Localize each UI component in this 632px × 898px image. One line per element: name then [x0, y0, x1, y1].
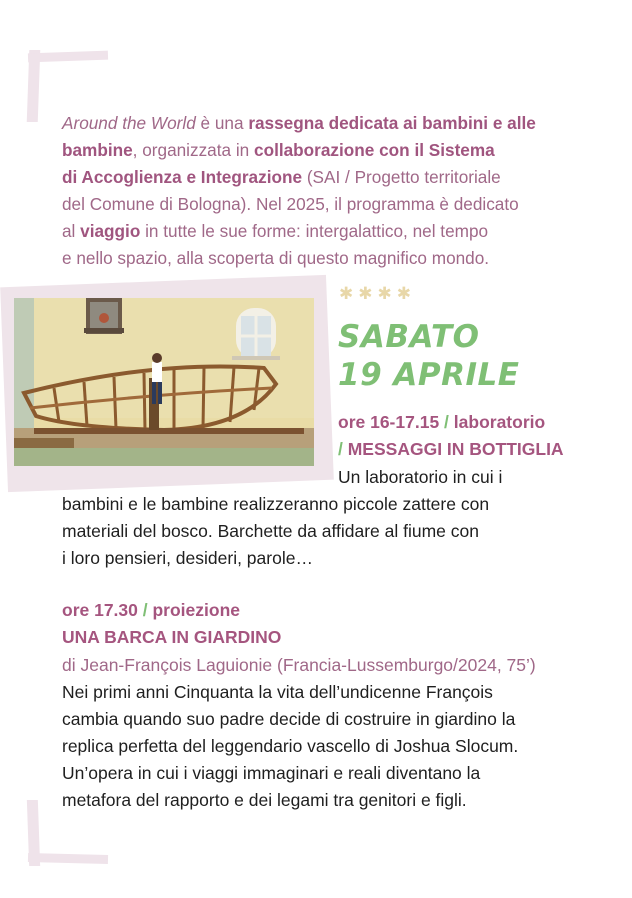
intro-emphasis: bambine [62, 140, 133, 160]
intro-line [62, 191, 572, 218]
corner-mark-top-left-bar [28, 51, 108, 63]
intro-line [62, 245, 572, 272]
intro-text: è una [195, 113, 249, 133]
event2-separator: / [137, 600, 153, 620]
event1-description-line: bambini e le bambine realizzeranno piccole zattere con [62, 494, 490, 514]
film-still-image [14, 298, 314, 466]
event-date [338, 318, 519, 394]
intro-text: al [62, 221, 81, 241]
event1-title: MESSAGGI IN BOTTIGLIA [347, 439, 564, 459]
intro-emphasis: rassegna dedicata ai bambini e alle [248, 113, 536, 133]
intro-text: in tutte le sue forme: intergalattico, nel tempo [140, 221, 489, 241]
intro-text: (SAI / Progetto territoriale [302, 167, 501, 187]
event1-title-line [338, 436, 564, 462]
intro-emphasis: di Accoglienza e Integrazione [62, 167, 303, 187]
intro-text: , organizzata in [132, 140, 255, 160]
intro-emphasis: collaborazione con il Sistema [254, 140, 495, 160]
intro-line [62, 218, 572, 245]
date-day: 19 APRILE [338, 357, 520, 393]
decorative-stars: ✱✱✱✱ [339, 284, 416, 303]
intro-emphasis: viaggio [80, 221, 141, 241]
event2-description-line: cambia quando suo padre decide di costruire in giardino la [62, 709, 516, 729]
event2-description-line: Nei primi anni Cinquanta la vita dell’undicenne François [62, 682, 493, 702]
intro-line [62, 137, 572, 164]
intro-text: del Comune di Bologna). Nel 2025, il programma è dedicato [62, 194, 519, 214]
event2-description-line: Un’opera in cui i viaggi immaginari e reali diventano la [62, 763, 481, 783]
event1-description-line: materiali del bosco. Barchette da affidare al fiume con [62, 521, 479, 541]
event2-time: ore 17.30 [62, 600, 138, 620]
event1-separator: / [439, 412, 454, 432]
event1-time-line [338, 409, 545, 435]
intro-line [62, 164, 572, 191]
event1-title-prefix: / [338, 439, 348, 459]
event1-type: laboratorio [453, 412, 546, 432]
intro-title: Around the World [62, 113, 196, 133]
event2-time-line [62, 597, 240, 623]
event2-title: UNA BARCA IN GIARDINO [62, 627, 282, 647]
event2-type: proiezione [152, 600, 240, 620]
event1-description-line: Un laboratorio in cui i [338, 467, 503, 487]
event2-description-line: replica perfetta del leggendario vascello di Joshua Slocum. [62, 736, 519, 756]
date-weekday: SABATO [338, 319, 480, 355]
event2-description-line: metafora del rapporto e dei legami tra genitori e figli. [62, 790, 467, 810]
intro-line [62, 110, 572, 137]
event2-credit: di Jean-François Laguionie (Francia-Lussemburgo/2024, 75’) [62, 655, 536, 675]
intro-text: e nello spazio, alla scoperta di questo magnifico mondo. [62, 248, 490, 268]
intro-paragraph [62, 110, 572, 272]
event1-time: ore 16-17.15 [338, 412, 440, 432]
event1-description-line: i loro pensieri, desideri, parole… [62, 548, 313, 568]
